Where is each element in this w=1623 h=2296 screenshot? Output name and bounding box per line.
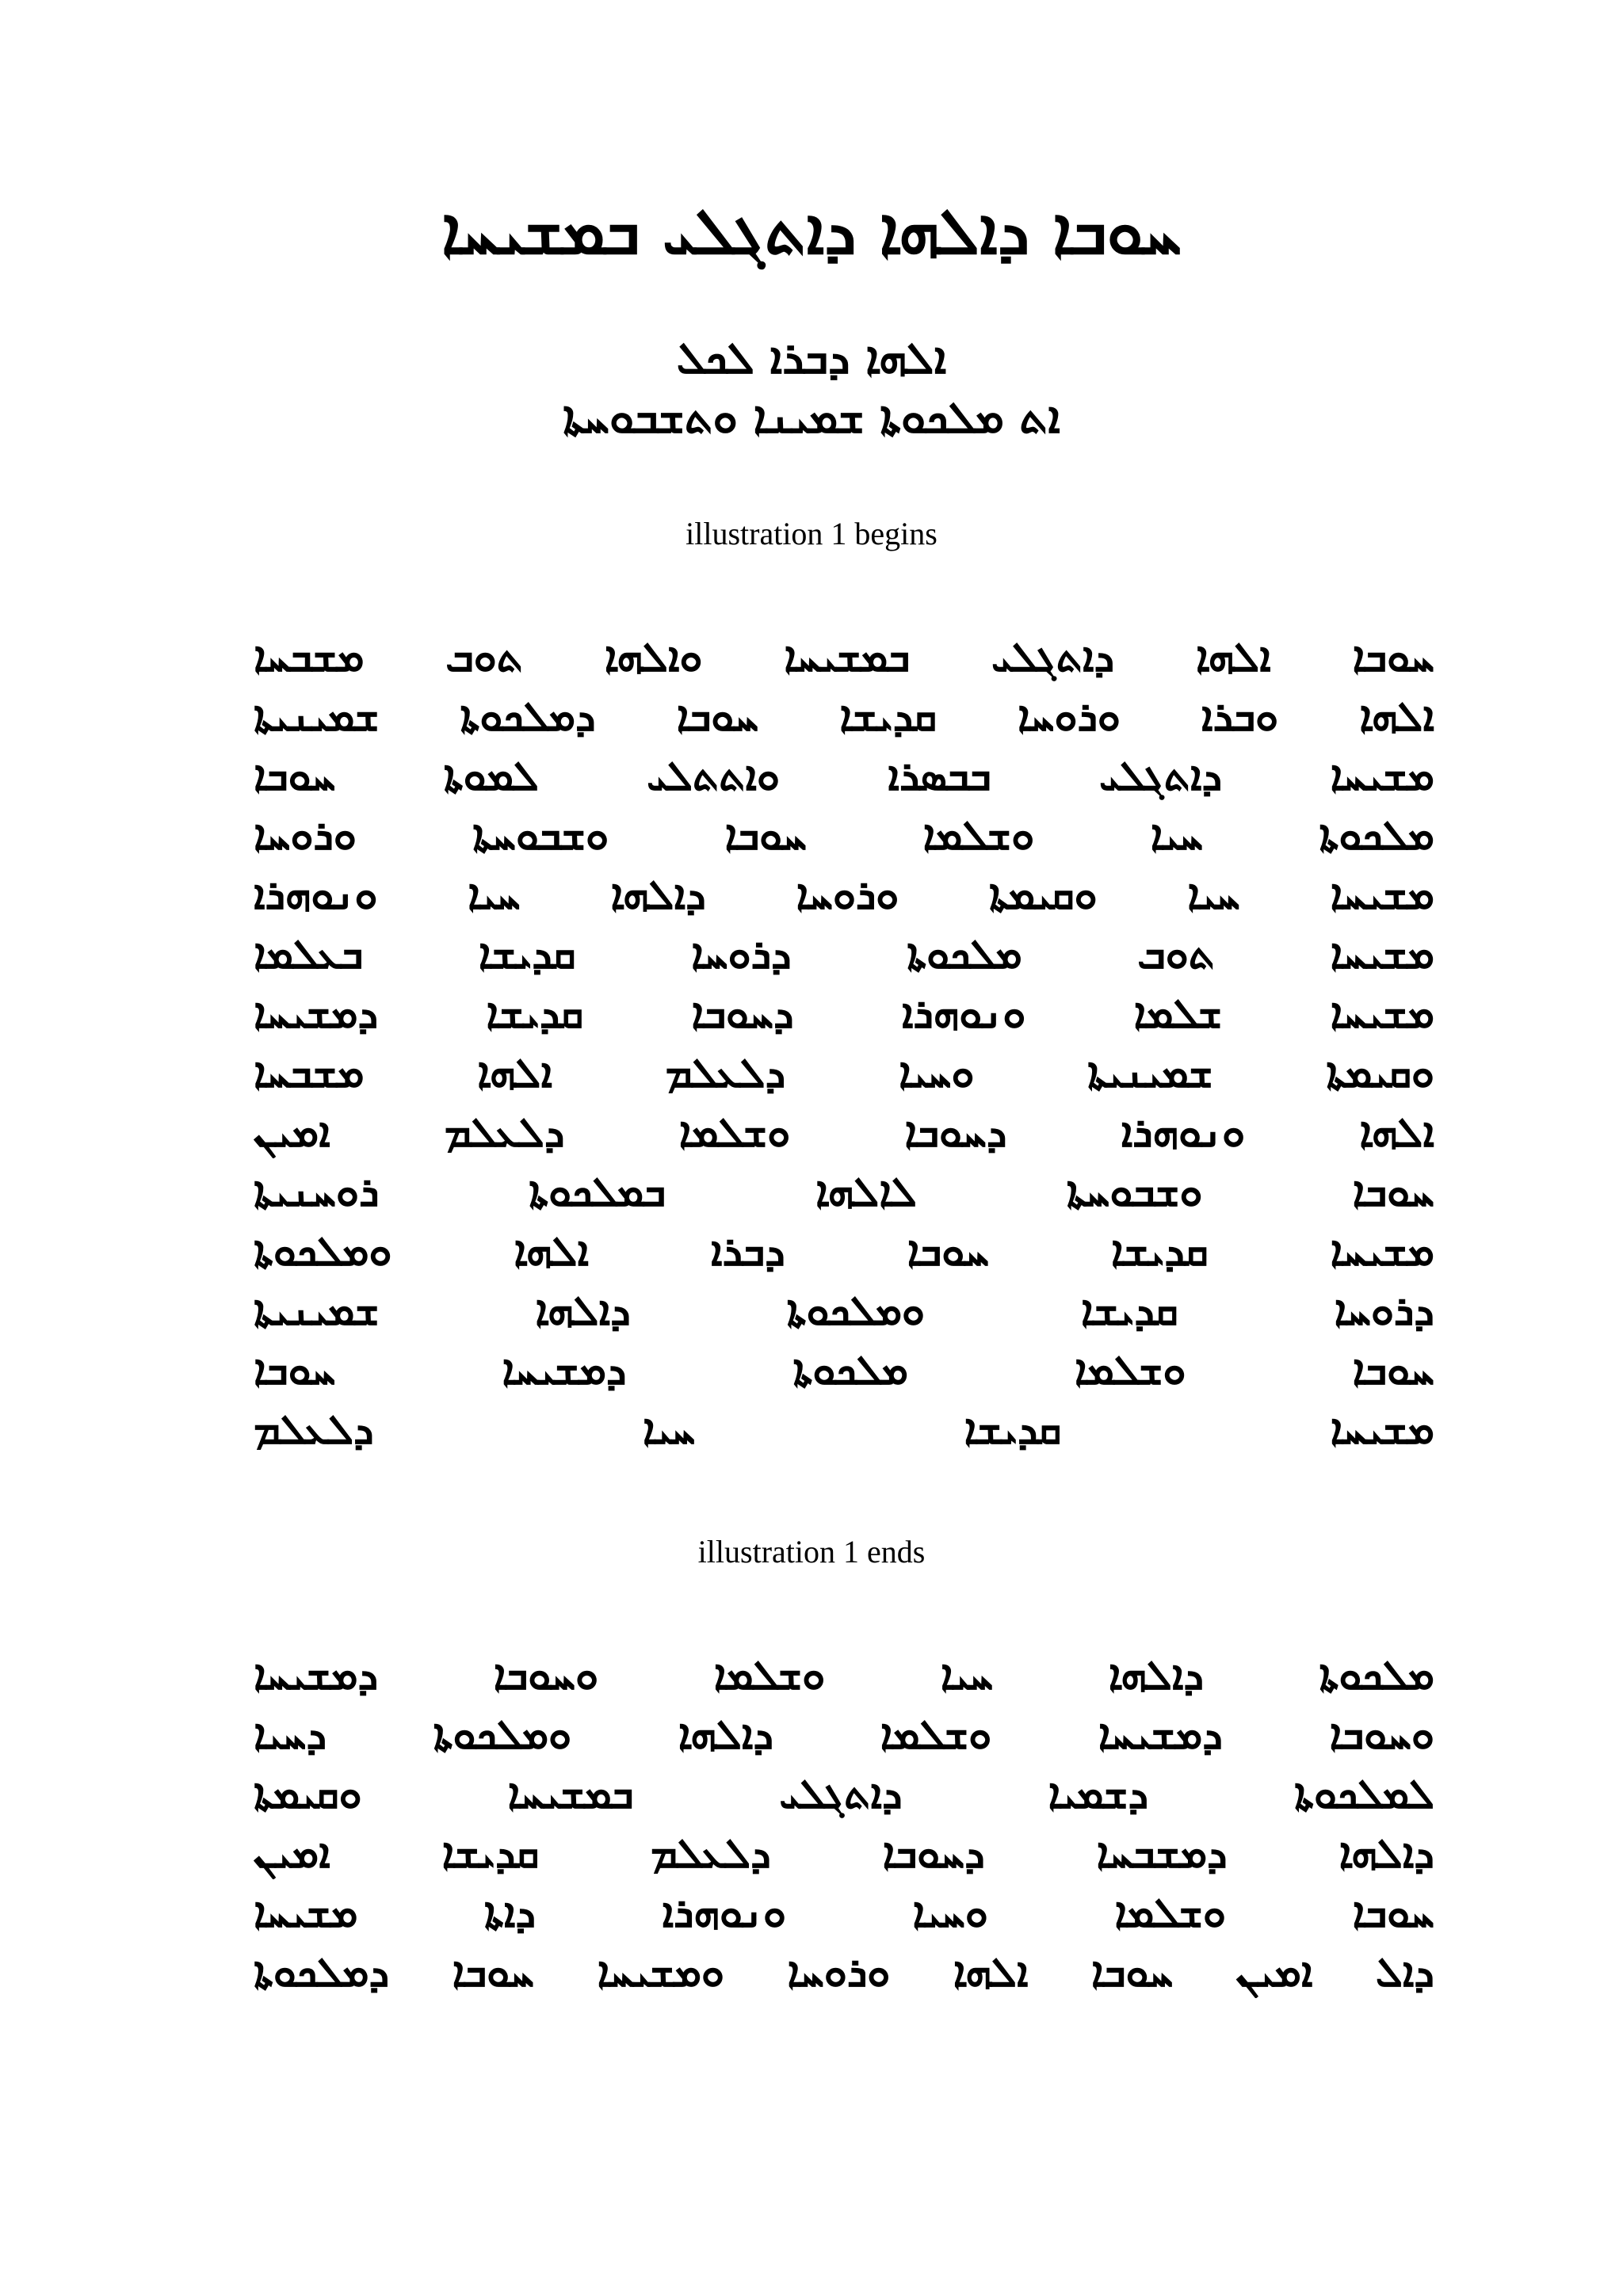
illustration-line: ܘܩܝܡܬܐ ܫܡܝܢܝܬܐ ܘܚܝܐ ܕܠܥܠܡ ܐܠܗܐ ܡܫܒܚܐ (254, 1050, 1434, 1097)
illustration-line: ܚܘܒܐ ܐܠܗܐ ܕܐܬܓܠܝ ܒܡܫܝܚܐ ܘܐܠܗܐ ܬܘܒ ܡܫܒܚܐ (254, 634, 1434, 681)
illustration-begin-caption: illustration 1 begins (685, 516, 938, 551)
illustration-line: ܐܠܗܐ ܘܢܘܗܪܐ ܕܚܘܒܐ ܘܫܠܡܐ ܕܠܥܠܡ ܐܡܝܢ (254, 1109, 1434, 1157)
illustration-line: ܡܠܟܘܬܐ ܚܝܐ ܘܫܠܡܐ ܚܘܒܐ ܘܫܒܘܚܬܐ ܘܪܘܚܐ (254, 812, 1434, 860)
illustration-line: ܡܫܝܚܐ ܫܠܡܐ ܘܢܘܗܪܐ ܕܚܘܒܐ ܩܕܝܫܐ ܕܡܫܝܚܐ (254, 990, 1434, 1038)
body-line: ܠܡܠܟܘܬܐ ܕܫܡܝܐ ܕܐܬܓܠܝ ܒܡܫܝܚܐ ܘܩܝܡܬܐ (254, 1771, 1434, 1818)
body-line: ܕܐܠ ܐܡܝܢ ܚܘܒܐ ܐܠܗܐ ܘܪܘܚܐ ܘܡܫܝܚܐ ܚܘܒܐ ܕܡܠܟܘܬܐ (254, 1949, 1434, 1997)
illustration-line: ܐܠܗܐ ܘܒܪܐ ܘܪܘܚܐ ܩܕܝܫܐ ܚܘܒܐ ܕܡܠܟܘܬܐ ܫܡܝܢܝܬܐ (254, 693, 1434, 741)
illustration-line: ܡܫܝܚܐ ܬܘܒ ܡܠܟܘܬܐ ܕܪܘܚܐ ܩܕܝܫܐ ܒܥܠܡܐ (254, 931, 1434, 978)
illustration-line: ܕܪܘܚܐ ܩܕܝܫܐ ܘܡܠܟܘܬܐ ܕܐܠܗܐ ܫܡܝܢܝܬܐ (254, 1287, 1434, 1335)
document-title: ܚܘܒܐ ܕܐܠܗܐ ܕܐܬܓܠܝ ܒܡܫܝܚܐ (441, 194, 1182, 269)
body-line: ܚܘܒܐ ܘܫܠܡܐ ܘܚܝܐ ܘܢܘܗܪܐ ܕܐܬܐ ܡܫܝܚܐ (254, 1890, 1434, 1937)
body-line: ܡܠܟܘܬܐ ܕܐܠܗܐ ܚܝܐ ܘܫܠܡܐ ܘܚܘܒܐ ܕܡܫܝܚܐ (254, 1652, 1434, 1699)
subtitle-line-2: ܐܬ ܡܠܟܘܬܐ ܫܡܝܢܐ ܘܬܫܒܘܚܬܐ (563, 392, 1060, 444)
illustration-line: ܡܫܝܚܐ ܚܝܐ ܘܩܝܡܬܐ ܘܪܘܚܐ ܕܐܠܗܐ ܚܝܐ ܘܢܘܗܪܐ (254, 871, 1434, 919)
illustration-line: ܡܫܝܚܐ ܩܕܝܫܐ ܚܝܐ ܕܠܥܠܡ (254, 1406, 1434, 1454)
illustration-end-caption: illustration 1 ends (697, 1534, 926, 1569)
illustration-line: ܡܫܝܚܐ ܕܐܬܓܠܝ ܒܒܣܪܐ ܘܐܬܬܠܝ ܠܡܘܬܐ ܚܘܒܐ (254, 753, 1434, 800)
illustration-line: ܚܘܒܐ ܘܫܠܡܐ ܡܠܟܘܬܐ ܕܡܫܝܚܐ ܚܘܒܐ (254, 1347, 1434, 1394)
illustration-line: ܚܘܒܐ ܘܫܒܘܚܬܐ ܠܐܠܗܐ ܒܡܠܟܘܬܐ ܪܘܚܢܝܬܐ (254, 1169, 1434, 1216)
body-line: ܘܚܘܒܐ ܕܡܫܝܚܐ ܘܫܠܡܐ ܕܐܠܗܐ ܘܡܠܟܘܬܐ ܕܚܝܐ (254, 1711, 1434, 1759)
subtitle-line-1: ܐܠܗܐ ܕܒܪܐ ܠܟܠ (676, 333, 947, 384)
body-line: ܕܐܠܗܐ ܕܡܫܒܚܐ ܕܚܘܒܐ ܕܠܥܠܡ ܩܕܝܫܐ ܐܡܝܢ (254, 1830, 1434, 1878)
illustration-line: ܡܫܝܚܐ ܩܕܝܫܐ ܚܘܒܐ ܕܒܪܐ ܐܠܗܐ ܘܡܠܟܘܬܐ (254, 1228, 1434, 1276)
